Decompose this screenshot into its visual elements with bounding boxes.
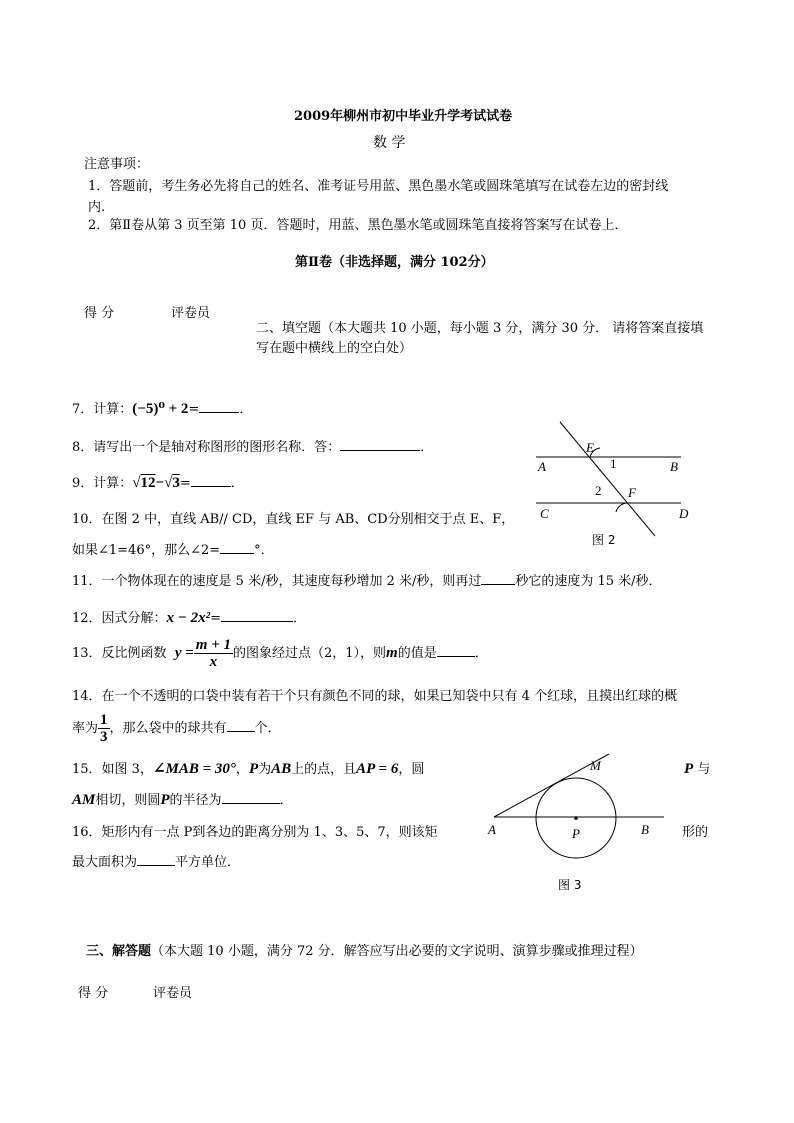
notes-item-2: 2．第Ⅱ卷从第 3 页至第 10 页．答题时，用蓝、黑色墨水笔或圆珠笔直接将答案写在试卷上． (88, 218, 628, 233)
question-10-cont: 如果∠1=46°，那么∠2= °． (72, 543, 274, 558)
question-15-right: P 与 (684, 761, 711, 777)
label-e: E (586, 440, 594, 455)
figure-2-caption: 图 2 (592, 533, 616, 547)
label-d: D (679, 506, 689, 521)
q8-answer-blank[interactable] (340, 438, 420, 451)
q14-answer-blank[interactable] (227, 719, 255, 732)
question-12: 12．因式分解：x − 2x²= ． (72, 610, 307, 626)
question-13: 13．反比例函数 y = $\frac{m + 1}{x}$ 的图象经过点（2，1），则m的值是 ． (72, 637, 488, 670)
label-angle-1: 1 (610, 456, 617, 471)
question-16-right: 形的 (682, 825, 709, 840)
q12-answer-blank[interactable] (221, 609, 293, 622)
notes-heading: 注意事项： (84, 157, 150, 172)
question-14: 14．在一个不透明的口袋中装有若干个只有颜色不同的球，如果已知袋中只有 4 个红球，且摸出红球的概 (72, 689, 678, 704)
line-ef (560, 422, 655, 536)
label-c: C (540, 506, 549, 521)
q11-answer-blank[interactable] (481, 572, 515, 585)
notes-item-1-cont: 内. (88, 200, 106, 215)
grader-label: 评卷员 (171, 306, 211, 321)
q9-radicand-a: 12 (140, 475, 156, 491)
label-m: M (590, 758, 601, 773)
volume-title: 第Ⅱ卷（非选择题，满分 102分） (295, 255, 494, 270)
question-10: 10．在图 2 中，直线 AB// CD，直线 EF 与 AB、CD分别相交于点 E、F， (72, 512, 515, 527)
angle-2-arc (616, 503, 628, 512)
question-7: 7．计算：(−5)⁰ + 2= ． (72, 401, 253, 417)
section-2-instructions-cont: 写在题中横线上的空白处） (256, 341, 413, 356)
question-8: 8．请写出一个是轴对称图形的图形名称．答： ． (72, 440, 434, 455)
figure-2 (530, 418, 710, 553)
label-f: F (628, 485, 636, 500)
q16-answer-blank[interactable] (137, 853, 175, 866)
exam-title: 2009年柳州市初中毕业升学考试试卷 (294, 109, 513, 124)
q14-fraction: $\frac{1}{3}$ (100, 712, 108, 745)
notes-item-1: 1．答题前，考生务必先将自己的姓名、准考证号用蓝、黑色墨水笔或圆珠笔填写在试卷左边的密封线 (88, 179, 669, 194)
section-3-heading: 三、解答题（本大题 10 小题，满分 72 分．解答应写出必要的文字说明、演算步骤或推理过程） (86, 944, 643, 959)
question-11: 11．一个物体现在的速度是 5 米/秒，其速度每秒增加 2 米/秒，则再过 秒它的速度为 15 米/秒． (72, 574, 662, 589)
question-16-cont: 最大面积为 平方单位． (72, 855, 241, 870)
q13-fraction: $\frac{m + 1}{x}$ (195, 637, 231, 670)
q10-answer-blank[interactable] (220, 541, 254, 554)
grader-label-2: 评卷员 (153, 986, 193, 1001)
figure-3 (484, 750, 684, 895)
figure-3-caption: 图 3 (558, 878, 582, 892)
label-p: P (572, 826, 580, 841)
score-label: 得 分 (84, 306, 115, 321)
label-a: A (538, 459, 546, 474)
subject-title: 数 学 (373, 135, 406, 151)
q9-radicand-b: 3 (172, 475, 180, 491)
question-9: 9．计算：√12−√3= ． (72, 475, 244, 491)
score-label-2: 得 分 (78, 986, 109, 1001)
question-16: 16．矩形内有一点 P到各边的距离分别为 1、3、5、7，则该矩 (72, 825, 438, 840)
q7-answer-blank[interactable] (199, 400, 239, 413)
question-14-cont: 率为 $\frac{1}{3}$ ，那么袋中的球共有 个． (72, 712, 281, 745)
label-b: B (641, 822, 649, 837)
label-a: A (488, 822, 496, 837)
section-2-instructions: 二、填空题（本大题共 10 小题，每小题 3 分，满分 30 分． 请将答案直接填 (256, 321, 704, 336)
q9-answer-blank[interactable] (191, 474, 231, 487)
q7-expression: (−5)⁰ + 2 (132, 401, 189, 417)
q12-expression: x − 2x² (166, 610, 211, 626)
label-angle-2: 2 (595, 483, 602, 498)
label-b: B (670, 459, 678, 474)
q13-answer-blank[interactable] (437, 644, 475, 657)
q15-answer-blank[interactable] (222, 791, 280, 804)
question-15: 15．如图 3，∠MAB = 30°，P为AB上的点，且AP = 6，圆 (72, 761, 425, 777)
question-15-cont: AM相切，则圆P的半径为 ． (72, 792, 293, 808)
center-point-p (574, 816, 578, 820)
